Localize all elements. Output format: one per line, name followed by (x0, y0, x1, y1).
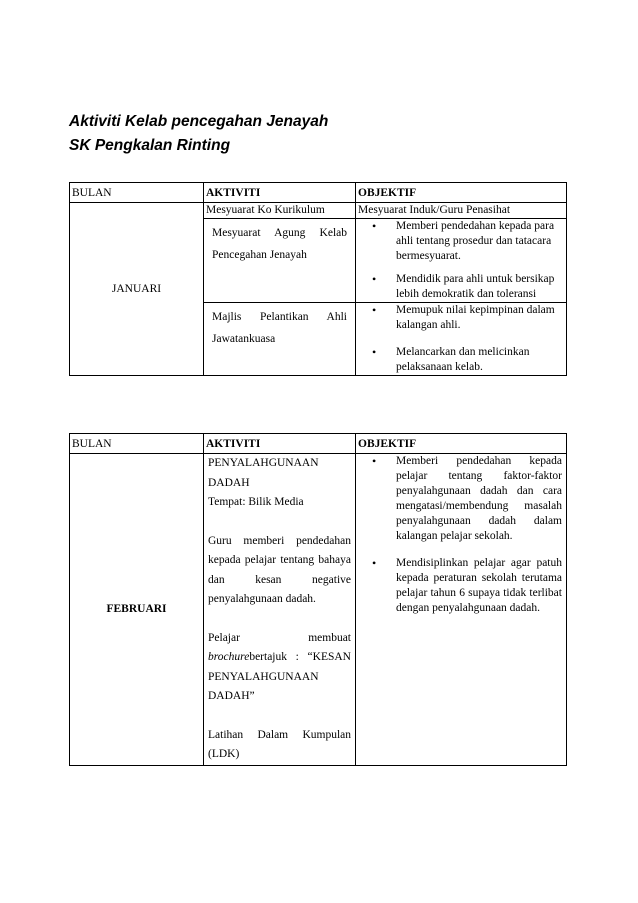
document-subtitle: SK Pengkalan Rinting (69, 137, 231, 154)
activity-title-line: DADAH (208, 476, 250, 489)
list-item: • Memberi pendedahan kepada para ahli tentang prosedur dan tatacara bermesyuarat. (396, 219, 562, 264)
activity-text-segment: bertajuk : “KESAN PENYALAHGUNAAN DADAH” (208, 651, 351, 702)
list-item: • Mendidik para ahli untuk bersikap lebih demokratik dan toleransi (396, 272, 562, 302)
activity-text-segment: Pelajar membuat (208, 631, 351, 644)
activity-paragraph (208, 629, 351, 707)
header-aktiviti: AKTIVITI (204, 183, 356, 203)
activity-text: Majlis Pelantikan Ahli Jawatankuasa (212, 311, 347, 345)
header-objektif: OBJEKTIF (356, 183, 567, 203)
list-item: • Mendisiplinkan pelajar agar patuh kepada peraturan sekolah terutama pelajar tahun 6 supaya tidak terlibat dengan penyalahgunaan dadah. (396, 556, 562, 616)
objective-cell (356, 219, 567, 303)
activity-place: Tempat: Bilik Media (208, 496, 304, 508)
header-bulan: BULAN (70, 434, 204, 454)
activity-text (206, 454, 353, 765)
document-title: Aktiviti Kelab pencegahan Jenayah (69, 113, 329, 130)
objective-list (358, 303, 564, 375)
list-item: • Melancarkan dan melicinkan pelaksanaan kelab. (396, 345, 562, 375)
sub-heading-objektif: Mesyuarat Induk/Guru Penasihat (356, 203, 567, 219)
activity-cell (204, 454, 356, 766)
activity-cell (204, 219, 356, 303)
month-february: FEBRUARI (70, 454, 204, 766)
objective-cell (356, 454, 567, 766)
objective-cell (356, 303, 567, 376)
activity-text-emphasis: brochure (208, 651, 250, 663)
february-activity-table (69, 433, 567, 766)
table-row (70, 454, 567, 766)
activity-text: Mesyuarat Agung Kelab Pencegahan Jenayah (212, 227, 347, 261)
header-aktiviti: AKTIVITI (204, 434, 356, 454)
objective-list (358, 454, 564, 616)
activity-title-line: PENYALAHGUNAAN (208, 457, 319, 469)
activity-paragraph: Guru memberi pendedahan kepada pelajar tentang bahaya dan kesan negative penyalahgunaan dadah. (208, 534, 351, 605)
month-january: JANUARI (70, 203, 204, 376)
activity-paragraph: Latihan Dalam Kumpulan (LDK) (208, 728, 351, 760)
january-activity-table (69, 182, 567, 376)
activity-cell (204, 303, 356, 376)
header-objektif: OBJEKTIF (356, 434, 567, 454)
list-item: • Memberi pendedahan kepada pelajar tentang faktor-faktor penyalahgunaan dadah dan cara mengatasi/membendung masalah penyalahgunaan dadah dalam kalangan pelajar sekolah. (396, 454, 562, 544)
objective-list (358, 219, 564, 302)
table-row (70, 203, 567, 219)
list-item: • Memupuk nilai kepimpinan dalam kalangan ahli. (396, 303, 562, 333)
table-header-row (70, 434, 567, 454)
document-heading (69, 110, 589, 158)
sub-heading-aktiviti: Mesyuarat Ko Kurikulum (204, 203, 356, 219)
header-bulan: BULAN (70, 183, 204, 203)
table-header-row (70, 183, 567, 203)
